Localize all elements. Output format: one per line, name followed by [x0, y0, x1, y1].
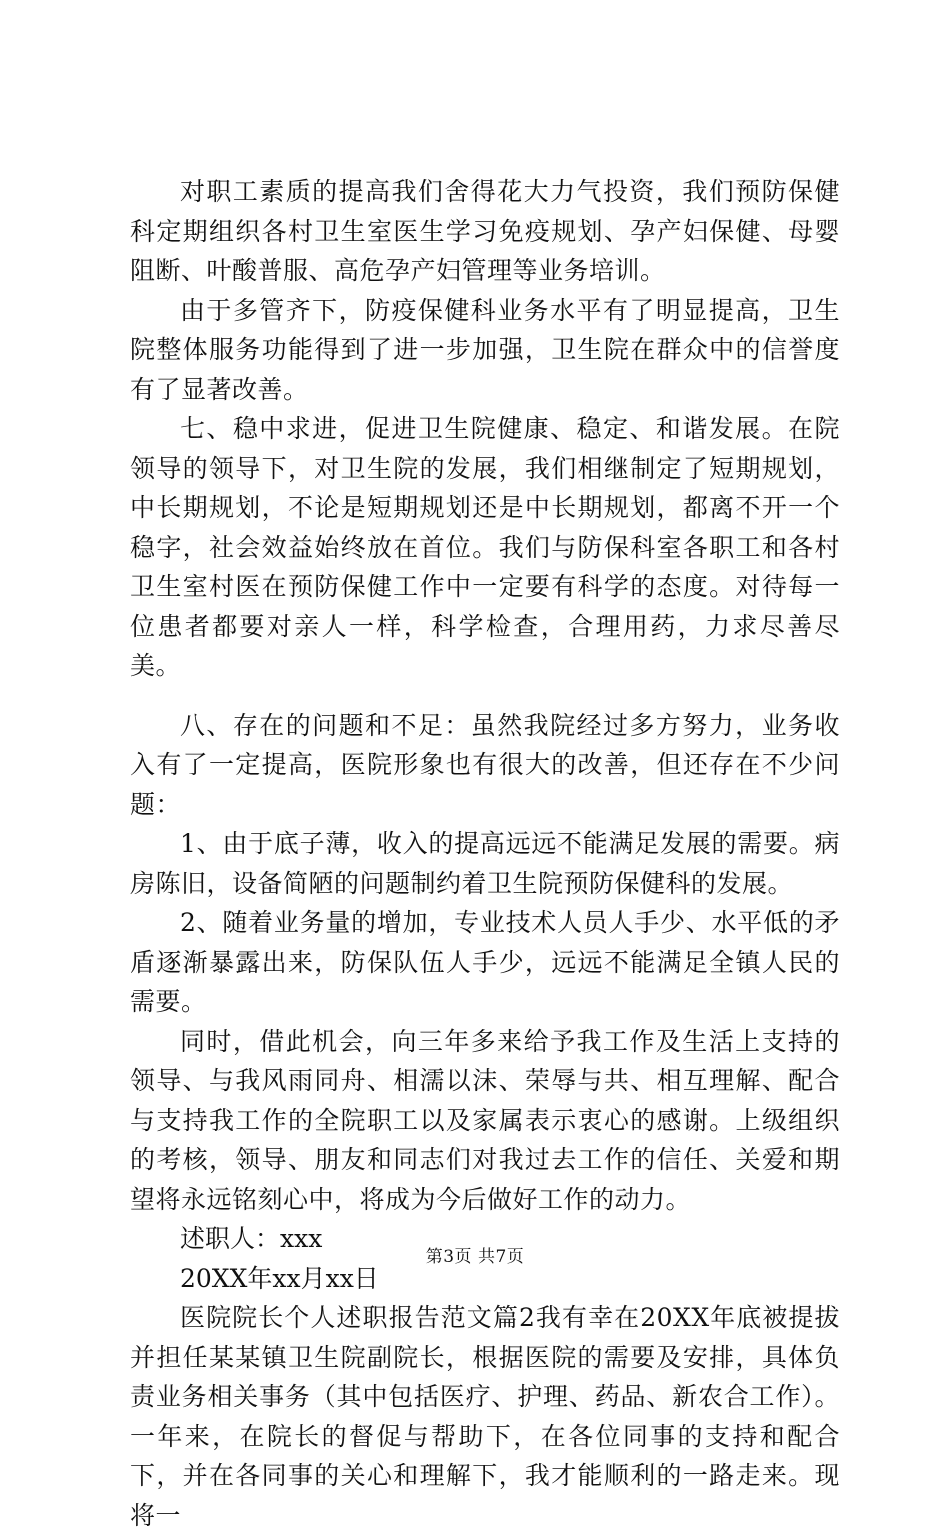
paragraph-problem-two: 2、随着业务量的增加，专业技术人员人手少、水平低的矛盾逐渐暴露出来，防保队伍人手少，远远不能满足全镇人民的需要。 — [130, 908, 840, 1016]
paragraph-report-two: 医院院长个人述职报告范文篇2我有幸在20XX年底被提拔并担任某某镇卫生院副院长，根据医院的需要及安排，具体负责业务相关事务（其中包括医疗、护理、药品、新农合工作）。一年来，在院长的督促与帮助下，在各位同事的支持和配合下，并在各同事的关心和理解下，我才能顺利的一路走来。现将一 — [130, 1303, 840, 1530]
paragraph-section-seven: 七、稳中求进，促进卫生院健康、稳定、和谐发展。在院领导的领导下，对卫生院的发展，我们相继制定了短期规划，中长期规划，不论是短期规划还是中长期规划，都离不开一个稳字，社会效益始终放在首位。我们与防保科室各职工和各村卫生室村医在预防保健工作中一定要有科学的态度。对待每一位患者都要对亲人一样，科学检查，合理用药，力求尽善尽美。 — [130, 414, 840, 680]
paragraph-training: 对职工素质的提高我们舍得花大力气投资，我们预防保健科定期组织各村卫生室医生学习免疫规划、孕产妇保健、母婴阻断、叶酸普服、高危孕产妇管理等业务培训。 — [130, 177, 840, 285]
paragraph-gap — [130, 686, 840, 706]
page-number-footer: 第3页 共7页 — [425, 1247, 525, 1267]
paragraph-thanks: 同时，借此机会，向三年多来给予我工作及生活上支持的领导、与我风雨同舟、相濡以沫、荣辱与共、相互理解、配合与支持我工作的全院职工以及家属表示衷心的感谢。上级组织的考核，领导、朋友和同志们对我过去工作的信任、关爱和期望将永远铭刻心中，将成为今后做好工作的动力。 — [130, 1026, 840, 1214]
paragraph-improvement: 由于多管齐下，防疫保健科业务水平有了明显提高，卫生院整体服务功能得到了进一步加强，卫生院在群众中的信誉度有了显著改善。 — [130, 295, 840, 404]
document-body — [130, 172, 840, 1535]
paragraph-section-eight: 八、存在的问题和不足：虽然我院经过多方努力，业务收入有了一定提高，医院形象也有很大的改善，但还存在不少问题： — [130, 710, 840, 819]
signature-line: 述职人：xxx — [180, 1224, 323, 1253]
date-line: 20XX年xx月xx日 — [180, 1263, 379, 1293]
paragraph-problem-one: 1、由于底子薄，收入的提高远远不能满足发展的需要。病房陈旧，设备简陋的问题制约着卫生院预防保健科的发展。 — [130, 829, 840, 898]
